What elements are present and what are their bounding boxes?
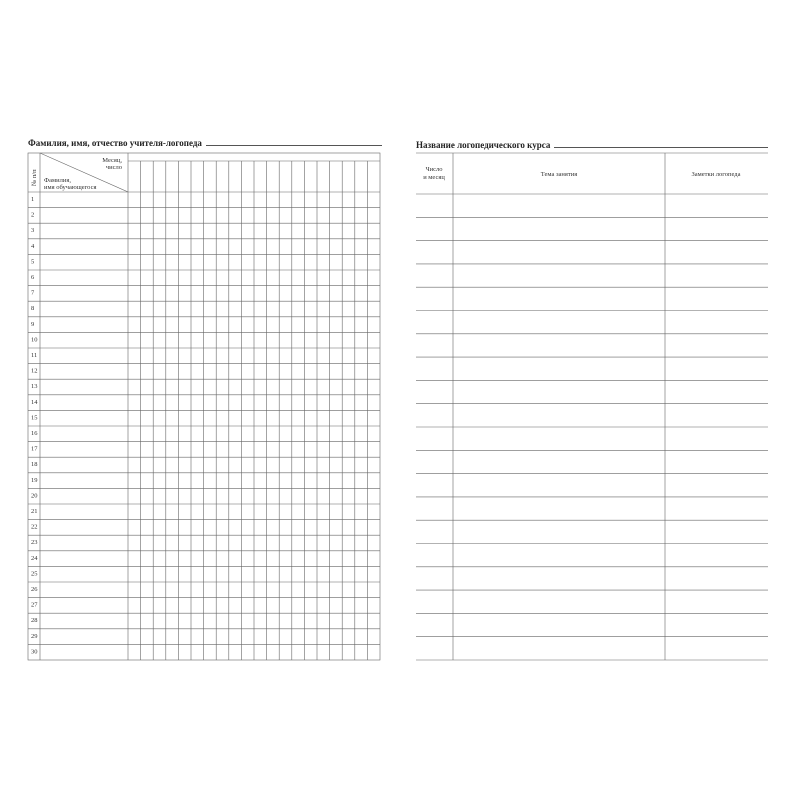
row-number: 21 <box>31 508 38 515</box>
row-number: 15 <box>31 414 38 422</box>
row-number: 13 <box>31 383 38 391</box>
row-number: 29 <box>31 632 38 640</box>
row-number: 20 <box>31 492 38 500</box>
row-number: 10 <box>31 336 38 344</box>
row-number: 5 <box>31 258 35 266</box>
row-number: 11 <box>31 352 38 359</box>
row-number: 19 <box>31 476 38 484</box>
row-number: 14 <box>31 398 38 406</box>
row-number: 17 <box>31 445 38 453</box>
row-number: 22 <box>31 523 38 531</box>
row-number: 12 <box>31 367 38 375</box>
month-label-1: Месяц, <box>102 157 122 164</box>
row-number: 3 <box>31 227 35 235</box>
attendance-grid-frame <box>28 153 380 660</box>
row-number: 27 <box>31 601 38 609</box>
lessons-rows <box>416 194 768 637</box>
topic-column-label: Тема занятия <box>540 171 578 178</box>
course-name-label: Название логопедического курса <box>416 140 551 150</box>
row-number: 25 <box>31 570 38 578</box>
date-column-label-2: и месяц <box>423 174 445 181</box>
number-column-label: № п/п <box>31 169 38 186</box>
row-number: 18 <box>31 461 38 469</box>
row-number: 28 <box>31 617 38 625</box>
row-number: 4 <box>31 242 35 250</box>
student-label-1: Фамилия, <box>44 177 71 184</box>
row-number: 1 <box>31 196 35 203</box>
row-number: 7 <box>31 289 35 297</box>
row-number: 2 <box>31 211 35 219</box>
row-number: 9 <box>31 320 35 328</box>
row-number: 16 <box>31 430 38 437</box>
month-label-2: число <box>105 164 122 171</box>
row-number: 23 <box>31 539 38 547</box>
date-column-label-1: Число <box>425 166 443 173</box>
row-number: 8 <box>31 305 35 313</box>
row-number: 30 <box>31 648 38 656</box>
teacher-name-label: Фамилия, имя, отчество учителя-логопеда <box>28 138 202 148</box>
notes-column-label: Заметки логопеда <box>691 171 741 178</box>
grid-rows <box>28 192 380 644</box>
lessons-table <box>416 153 768 660</box>
row-number: 24 <box>31 554 38 562</box>
row-number: 6 <box>31 274 35 281</box>
student-label-2: имя обучающегося <box>44 184 97 191</box>
row-number: 26 <box>31 586 38 593</box>
attendance-grid <box>28 153 380 660</box>
